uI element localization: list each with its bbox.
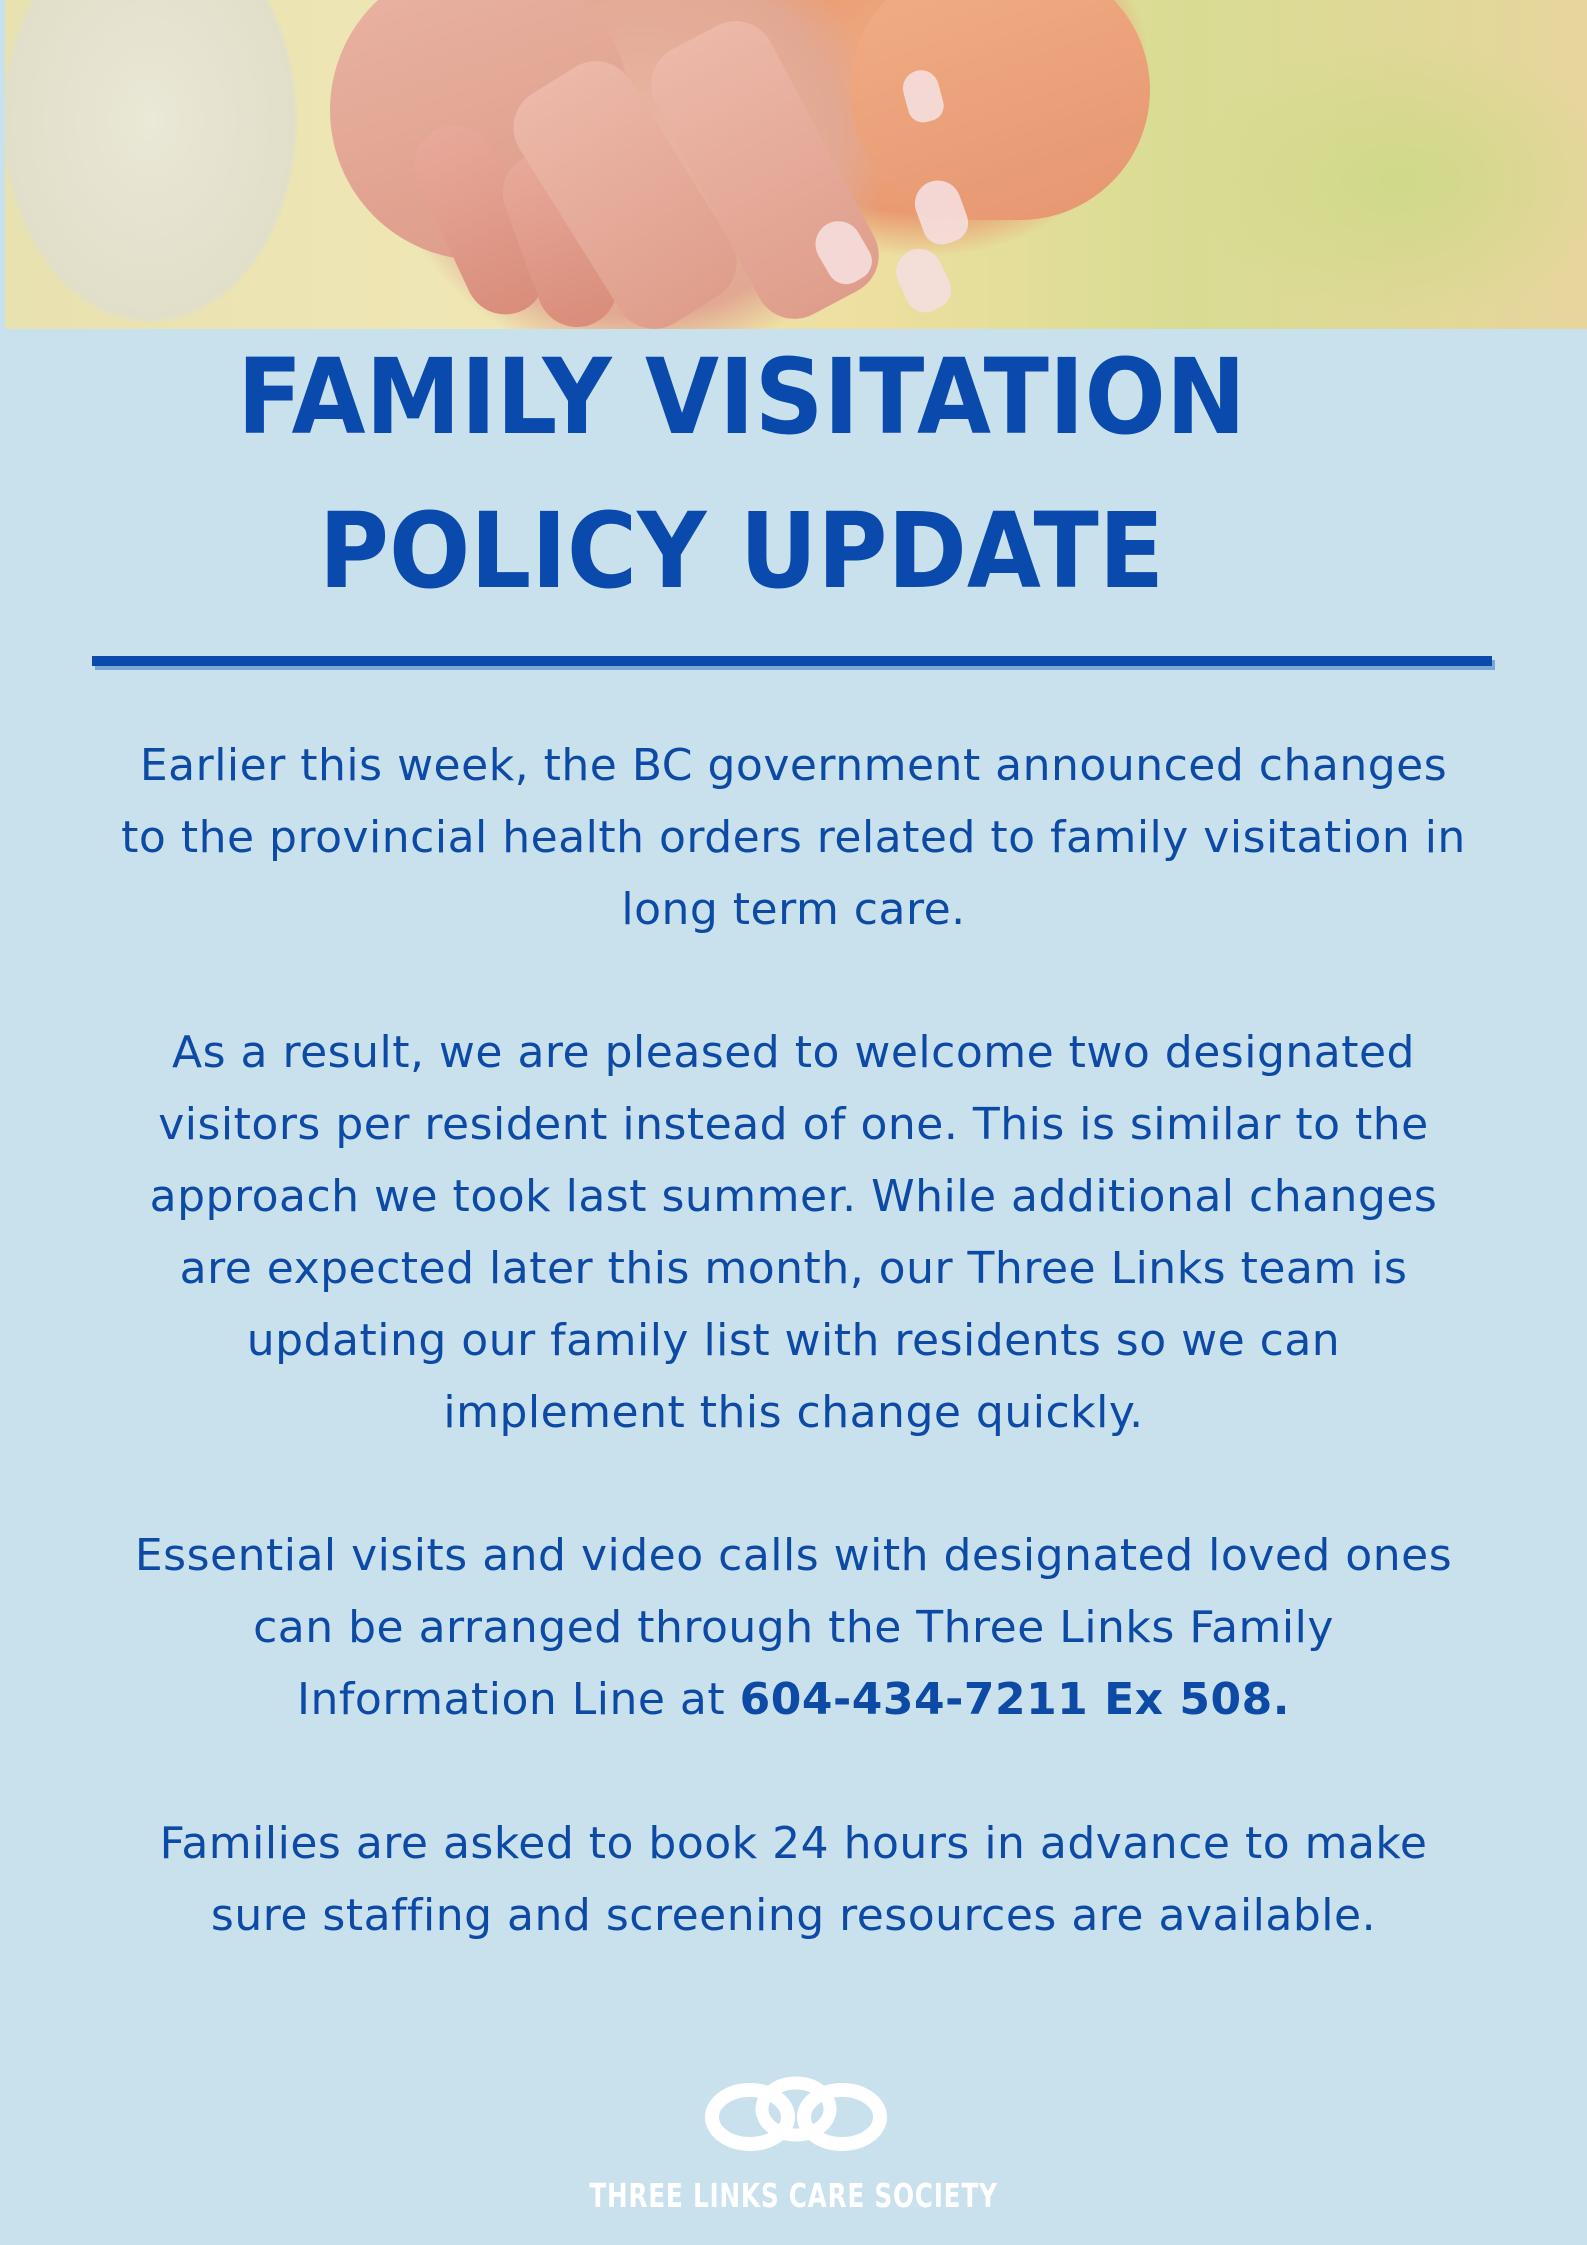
paragraph-contact xyxy=(40,1520,1547,1736)
text-line: visitors per resident instead of one. This is similar to the xyxy=(158,1099,1429,1150)
text-line: can be arranged through the Three Links Family xyxy=(253,1602,1334,1653)
text-line: updating our family list with residents so we can xyxy=(246,1315,1341,1366)
text-line: Families are asked to book 24 hours in advance to make xyxy=(159,1818,1428,1869)
text-line: to the provincial health orders related to family visitation in xyxy=(121,812,1466,863)
organization-name: THREE LINKS CARE SOCIETY xyxy=(589,2176,998,2215)
paragraph-booking xyxy=(40,1808,1547,1952)
text-line: As a result, we are pleased to welcome two designated xyxy=(172,1027,1415,1078)
info-line-label: Information Line at xyxy=(297,1674,740,1725)
text-line: sure staffing and screening resources are available. xyxy=(210,1890,1377,1941)
text-line: Essential visits and video calls with designated loved ones xyxy=(134,1530,1453,1581)
title-line-1: FAMILY VISITATION xyxy=(237,336,1246,458)
text-line xyxy=(40,1664,1547,1736)
paragraph-announcement xyxy=(40,730,1547,946)
text-line: long term care. xyxy=(621,884,966,935)
phone-number[interactable]: 604-434-7211 Ex 508. xyxy=(739,1674,1290,1725)
text-line: are expected later this month, our Three Links team is xyxy=(179,1243,1408,1294)
title-line-2: POLICY UPDATE xyxy=(318,490,1165,612)
three-links-chain-icon xyxy=(700,2075,892,2155)
title-divider xyxy=(92,656,1492,666)
paragraph-designated-visitors xyxy=(40,1017,1547,1449)
text-line: Earlier this week, the BC government announced changes xyxy=(139,740,1448,791)
text-line: implement this change quickly. xyxy=(443,1387,1144,1438)
text-line: approach we took last summer. While additional changes xyxy=(149,1171,1438,1222)
hero-image xyxy=(0,0,1587,329)
